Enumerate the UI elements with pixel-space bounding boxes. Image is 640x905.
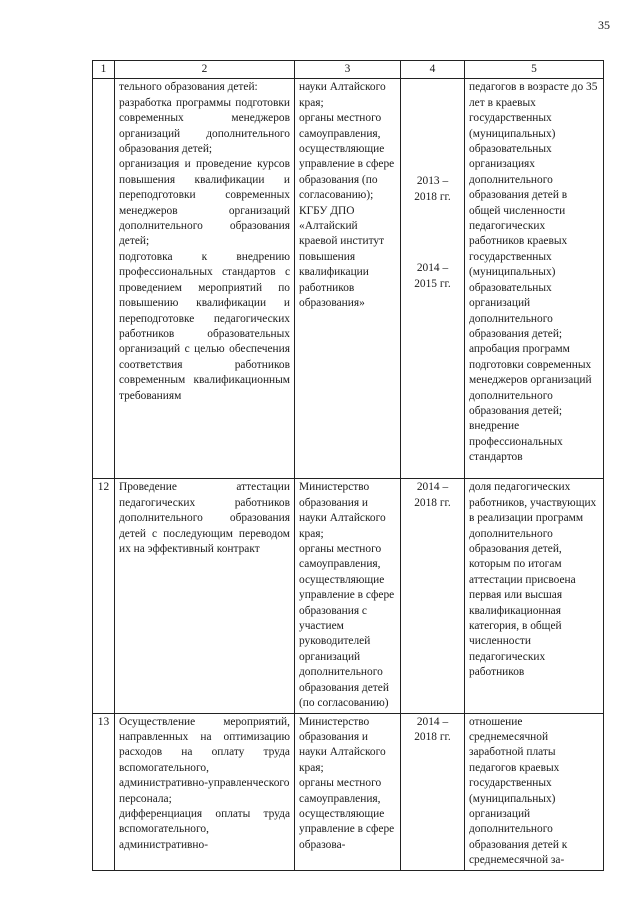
responsible-cell: Министерство образования и науки Алтайского края; органы местного самоуправления, осуществляющие управление в сфере образования с участием руководителей организаций дополнительного образования детей (по согласованию) [299,481,395,710]
header-col-4: 4 [401,61,465,79]
period-cell: 2014 – 2018 гг. [414,715,451,743]
activity-cell: Осуществление мероприятий, направленных на оптимизацию расходов на оплату труда вспомогательного, административно-управленческого персонала; дифференциация оплаты труда вспомогательного, административно- [119,715,290,851]
page-number: 35 [598,18,610,32]
row-number: 13 [93,713,115,870]
period-cell: 2014 – 2015 гг. [414,262,451,290]
activity-cell: Проведение аттестации педагогических работников дополнительного образования детей с последующим переводом их на эффективный контракт [119,481,290,556]
period-cell: 2013 – 2018 гг. [414,175,451,203]
responsible-cell: науки Алтайского края; органы местного самоуправления, осуществляющие управление в сфере образования (по согласованию); КГБУ ДПО «Алтайский краевой институт повышения квалификации работников образования» [299,81,395,310]
measures-table [92,60,604,871]
header-col-5: 5 [465,61,604,79]
header-col-3: 3 [295,61,401,79]
row-number: 12 [93,479,115,713]
responsible-cell: Министерство образования и науки Алтайского края; органы местного самоуправления, осуществляющие управление в сфере образова- [299,715,395,851]
indicator-cell: доля педагогических работников, участвующих в реализации программ дополнительного образования детей, которым по итогам аттестации присвоена первая или высшая квалификационная категория, в общей численности педагогических работников [469,481,597,679]
table-header-row [93,61,604,79]
row-number [93,79,115,479]
header-col-1: 1 [93,61,115,79]
table-row [93,479,604,713]
table-row [93,79,604,479]
period-cell: 2014 – 2018 гг. [414,481,451,509]
table-row [93,713,604,870]
activity-cell: тельного образования детей: разработка программы подготовки современных менеджеров организаций дополнительного образования детей; организация и проведение курсов повышения квалификации и переподготовки современных менеджеров организаций дополнительного образования детей; подготовка к внедрению профессиональных стандартов с проведением мероприятий по повышению квалификации и переподготовке педагогических работников образовательных организаций с целью обеспечения соответствия работников современным квалификационным требованиям [119,81,290,402]
header-col-2: 2 [115,61,295,79]
indicator-cell: педагогов в возрасте до 35 лет в краевых государственных (муниципальных) образовательных организациях дополнительного образования детей в общей численности педагогических работников краевых государственных (муниципальных) образовательных организаций дополнительного образования детей; апробация программ подготовки современных менеджеров организаций дополнительного образования детей; внедрение профессиональных стандартов [469,81,598,464]
indicator-cell: отношение среднемесячной заработной платы педагогов краевых государственных (муниципальных) организаций дополнительного образования детей к среднемесячной за- [469,715,568,867]
